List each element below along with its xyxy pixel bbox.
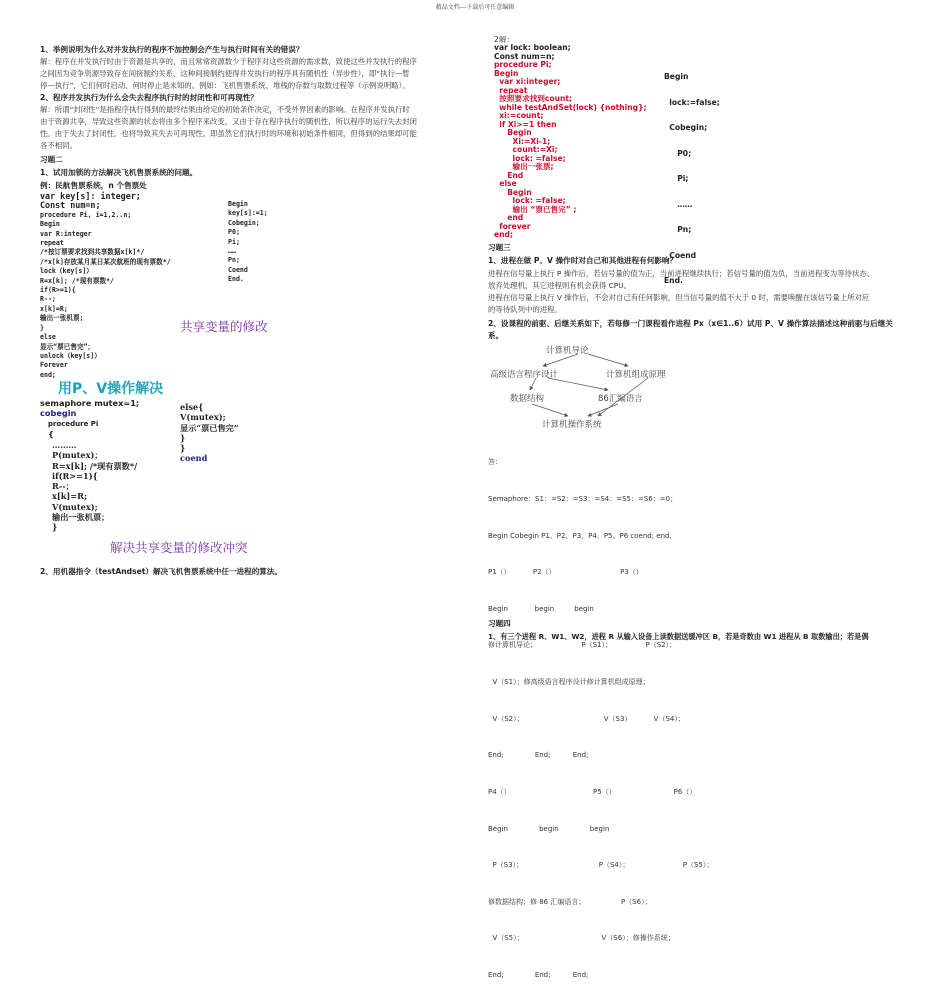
code-line: procedure Pi [48, 419, 99, 428]
code-line: Begin [494, 187, 532, 197]
node-data-structures: 数据结构 [510, 394, 545, 404]
answer-line: 修计算机导论； P（S1）； P（S2）； [488, 641, 677, 650]
code-line: Coend [228, 265, 248, 274]
label-pv-solution: 用P、V操作解决 [58, 381, 164, 397]
code-line: End. [228, 275, 244, 284]
arrow-n1-n3 [588, 354, 628, 366]
code-line: R=x[k]; /*现有票数*/ [40, 276, 115, 285]
code-line: 输出一张票; [494, 162, 554, 171]
code-line: else [494, 179, 517, 188]
code-line: Begin [664, 72, 689, 81]
arrow-n4-n6 [532, 404, 568, 416]
node-computer-organization: 计算机组成原理 [606, 370, 666, 380]
exercise-2-question-1: 1、试用加锁的方法解决飞机售票系统的问题。 [40, 168, 198, 177]
code-line: var xi:integer; [494, 77, 561, 86]
code-line: Cobegin; [228, 218, 260, 227]
code-line: Pi; [228, 237, 240, 246]
node-operating-system: 计算机操作系统 [542, 420, 602, 430]
code-line: procedure Pi, i=1,2..n; [40, 210, 132, 219]
code-line: lock（key[s]） [40, 267, 93, 276]
code-line: End [494, 170, 524, 180]
code-line: Begin [228, 200, 248, 208]
code-line: Const num=n; [494, 51, 555, 61]
lock-main-block [228, 200, 268, 285]
code-line: R--； [52, 481, 74, 492]
code-line: } [52, 522, 58, 533]
testandset-code-block [494, 44, 647, 240]
code-line: Cobegin; [664, 123, 708, 132]
code-line: R=x[k]; /*现有票数*/ [52, 460, 138, 471]
code-line: repeat [494, 85, 528, 95]
answer-line: End; End; End; [488, 751, 589, 760]
node-high-level-programming: 高级语言程序设计 [490, 370, 559, 380]
question-2: 2、程序并发执行为什么会失去程序执行时的封闭性和可再现性？ [40, 93, 258, 102]
pv-code-head [40, 398, 139, 439]
code-line: procedure Pi; [494, 60, 552, 69]
code-line: 显示“票已售完” [180, 422, 239, 433]
code-line: lock: =false; [494, 153, 566, 163]
answer-line: P1（） P2（） P3（） [488, 568, 643, 577]
code-line: R--; [40, 295, 56, 304]
answer-1-line-2: 之间因为竞争资源导致存在间接制约关系，这种间接制约使得并发执行的程序具有随机性（异步性），即“执行—暂 [40, 69, 410, 78]
answer-2-line-2: 由于资源共享，导致这些资源的状态将由多个程序来改变，又由于存在程序执行的随机性，所以程序的运行失去封闭 [40, 117, 417, 126]
pv-code-body [52, 440, 137, 533]
answer-line: End; End; End; [488, 970, 589, 979]
answer-line: P4（） P5（） P6（） [488, 787, 697, 796]
code-line: { [48, 428, 54, 439]
code-line: V(mutex); [52, 501, 98, 512]
code-line: end; [494, 230, 514, 239]
exercise-4-question-1: 1、有三个进程 R、W1、W2，进程 R 从输入设备上读数据送缓冲区 B，若是奇数由 W1 进程从 B 取数输出；若是偶 [488, 632, 869, 641]
code-line: Begin [494, 68, 519, 78]
code-line: var key[s]: integer; [40, 191, 141, 201]
code-line: key[s]:=1; [228, 209, 268, 218]
code-line: lock: =false; [494, 196, 566, 205]
code-line: end [494, 213, 524, 222]
pv-code-else [180, 402, 239, 464]
code-line: P0; [664, 148, 692, 158]
label-resolve-conflict: 解决共享变量的修改冲突 [110, 540, 248, 555]
pv-answer-block [488, 432, 713, 1006]
code-line: Const num=n; [40, 200, 101, 211]
code-line: Begin [40, 220, 60, 229]
code-line: lock:=false; [664, 97, 720, 107]
answer-line: Begin Cobegin P1、P2、P3、P4、P5、P6 coend; end. [488, 531, 672, 540]
exercise-3-question-2-cont: 系。 [488, 331, 504, 340]
code-line: if Xi>=1 then [494, 119, 557, 129]
code-line: while testAndSet(lock) {nothing}; [494, 102, 647, 112]
code-line: P0; [228, 228, 240, 237]
code-line: else [40, 333, 56, 342]
code-line: semaphore mutex=1; [40, 398, 140, 408]
code-line: P(mutex)； [52, 450, 103, 461]
answer-line: V（S5）； V（S6）；修操作系统； [488, 934, 675, 943]
answer-line: P（S3）； P（S4）； P（S5）； [488, 861, 714, 870]
answer-line: 修数据结构；修 86 汇编语言； P（S6）； [488, 897, 652, 906]
code-line: forever [494, 221, 531, 231]
code-line: /*x[k]存放某月某日某次航班的现有票数*/ [40, 257, 171, 266]
code-line: if(R>=1){ [52, 470, 98, 481]
answer-line: Semaphore：S1：=S2：=S3：=S4：=S5：=S6：=0； [488, 495, 678, 504]
answer-2-line-3: 性。由于失去了封闭性，也将导致其失去可再现性。即虽然它们执行时的环境和初始条件相同，但得到的结果却可能 [40, 129, 417, 138]
code-line: if(R>=1){ [40, 286, 76, 295]
page-header: 精品文档---下载后可任意编辑 [435, 4, 515, 11]
code-line: Pi; [664, 174, 689, 183]
code-line: Begin [494, 128, 532, 137]
code-line: Pn; [664, 225, 692, 234]
answer-line: Begin begin begin [488, 604, 594, 613]
code-line: Forever [40, 361, 68, 370]
code-line: } [180, 443, 186, 454]
code-line: 输出一张机票； [52, 512, 110, 523]
code-line: …… [664, 199, 693, 209]
exercise-3-answer-line-4: 的等待队列中的进程。 [488, 305, 562, 314]
lock-code-block [40, 192, 171, 380]
arrow-n5-n6 [588, 404, 618, 416]
question-testandset: 2、用机器指令（testAndset）解决飞机售票系统中任一进程的算法。 [40, 567, 283, 576]
code-line: } [180, 432, 186, 443]
code-line: repeat [40, 239, 64, 248]
code-line: End. [664, 276, 683, 285]
exercise-3-answer-line-2: 放弃处理机，其它进程则有机会获得 CPU。 [488, 281, 632, 290]
code-line: end; [40, 370, 56, 379]
code-line: 输出一张机票; [40, 314, 84, 323]
exercise-3-question-1: 1、进程在做 P、V 操作时对自己和其他进程有何影响？ [488, 256, 678, 265]
answer-line: 答： [488, 458, 502, 467]
exercise-2-example: 例：民航售票系统，n 个售票处 [40, 181, 147, 190]
exercise-3-title: 习题三 [488, 243, 511, 252]
code-line: /*按订票要求找到共享数据x[k]*/ [40, 248, 145, 257]
exercise-3-answer-line-1: 进程在信号量上执行 P 操作后，若信号量的值为正，当前进程继续执行；若信号量的值为负，当前进程变为等待状态、 [488, 269, 875, 278]
exercise-3-question-2: 2、设课程的前驱、后继关系如下，若每修一门课程看作进程 Px（x∈1..6）试用 P、V 操作算法描述这种前驱与后继关 [488, 319, 893, 328]
label-shared-variable: 共享变量的修改 [180, 319, 268, 334]
code-line: var lock: boolean; [494, 43, 571, 52]
question-1: 1、举例说明为什么对并发执行的程序不加控制会产生与执行时间有关的错误？ [40, 45, 304, 54]
code-line: V(mutex); [180, 412, 226, 423]
exercise-2-title: 习题二 [40, 155, 63, 164]
answer-2-label: 2解： [494, 35, 515, 44]
code-line: 显示“票已售完”； [40, 342, 95, 351]
answer-line: V（S2）； V（S3） V（S4）； [488, 714, 685, 723]
code-line: unlock（key[s]） [40, 351, 101, 360]
code-line: Pn; [228, 256, 240, 265]
node-assembly-language: 86汇编语言 [598, 394, 643, 404]
code-line: else{ [180, 402, 204, 412]
answer-1-line-3: 停—执行”，它们何时启动、何时停止是未知的。例如：飞机售票系统、堆栈的存数与取数过程等（示例说明略）。 [40, 81, 410, 90]
answer-1-line-1: 解：程序在并发执行时由于资源是共享的，而且常常资源数少于程序对这些资源的需求数，致使这些并发执行的程序 [40, 57, 417, 66]
code-line: coend [180, 453, 208, 464]
code-line: xi:=count; [494, 111, 544, 120]
code-line: ……… [52, 440, 77, 450]
answer-2-line-1: 解：所谓“封闭性”是指程序执行得到的最终结果由给定的初始条件决定，不受外界因素的影响。在程序并发执行时 [40, 105, 410, 114]
code-line: Coend [664, 250, 697, 260]
code-line: 按照要求找到count; [494, 94, 573, 103]
answer-line: Begin begin begin [488, 824, 610, 833]
precedence-diagram [488, 340, 928, 432]
answer-2-line-4: 各不相同。 [40, 141, 77, 150]
code-line: Xi:=Xi-1; [494, 136, 551, 146]
exercise-4-title: 习题四 [488, 619, 511, 628]
code-line: …… [228, 247, 236, 256]
code-line: x[k]=R; [52, 491, 87, 502]
code-line: cobegin [40, 408, 77, 419]
exercise-3-answer-line-3: 进程在信号量上执行 V 操作后，不会对自己有任何影响，但当信号量的值不大于 0 时，需要唤醒在该信号量上所对应 [488, 293, 870, 302]
node-intro-computer: 计算机导论 [546, 346, 589, 356]
code-line: x[k]=R; [40, 304, 68, 313]
code-line: } [40, 323, 44, 332]
code-line: 输出 “票已售完” ; [494, 204, 577, 214]
answer-line: V（S1）；修高级语言程序设计修计算机组成原理； [488, 678, 650, 687]
code-line: var R:integer [40, 229, 92, 238]
code-line: count:=Xi; [494, 145, 558, 154]
